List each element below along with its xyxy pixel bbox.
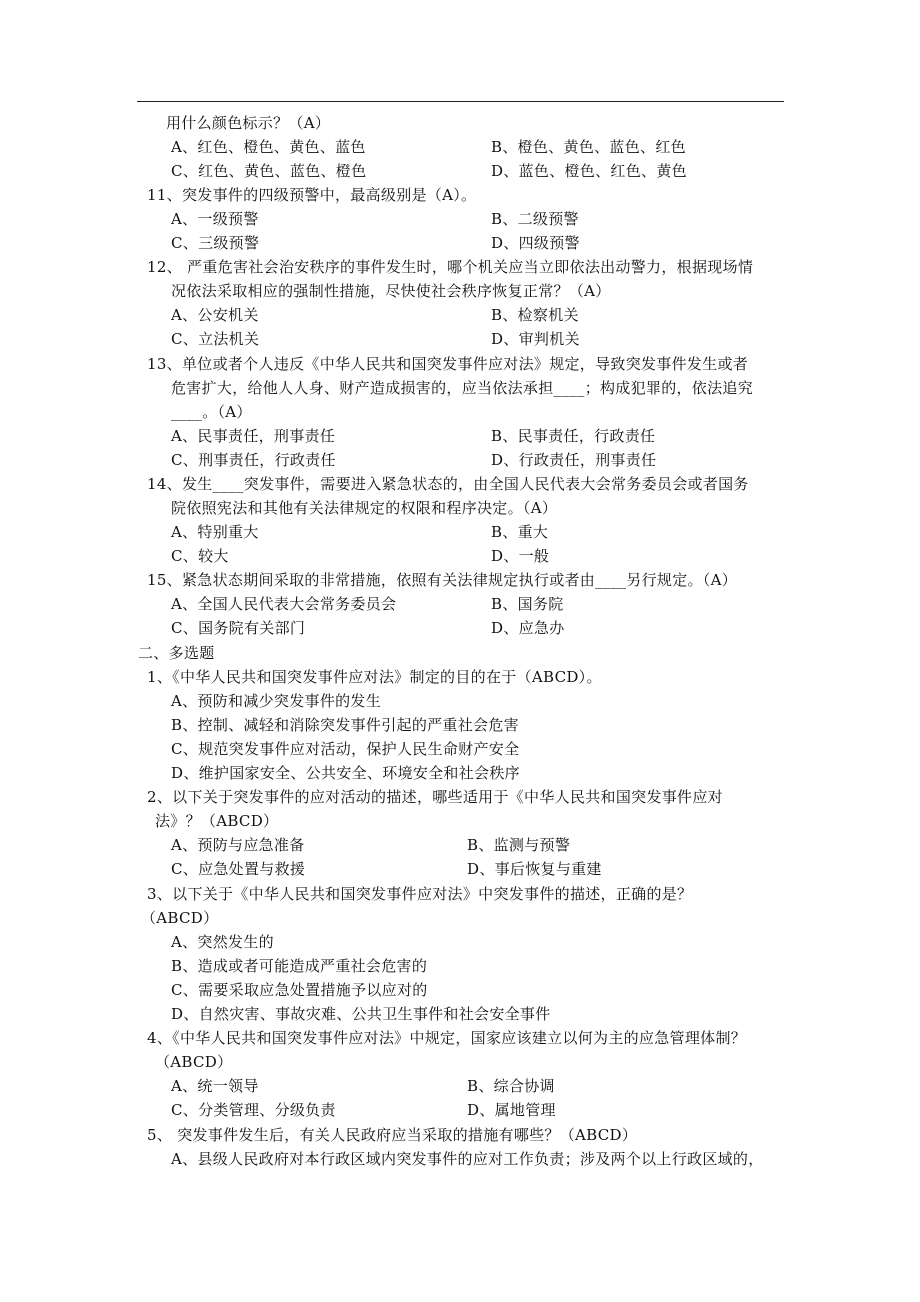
- option-b: B、二级预警: [491, 210, 579, 228]
- option-c: C、分类管理、分级负责: [171, 1101, 336, 1119]
- question-1: 1、《中华人民共和国突发事件应对法》制定的目的在于（ABCD）。: [147, 668, 602, 686]
- option-b: B、橙色、黄色、蓝色、红色: [491, 138, 686, 156]
- option-d: D、一般: [491, 547, 550, 565]
- option-d: D、事后恢复与重建: [467, 860, 602, 878]
- option-a: A、民事责任，刑事责任: [171, 427, 336, 445]
- option-d: D、行政责任，刑事责任: [491, 451, 657, 469]
- question-3: 3、以下关于《中华人民共和国突发事件应对法》中突发事件的描述，正确的是？: [147, 885, 693, 903]
- option-a: A、一级预警: [171, 210, 259, 228]
- option-c: C、红色、黄色、蓝色、橙色: [171, 162, 367, 180]
- option-c: C、三级预警: [171, 234, 260, 252]
- option-b: B、重大: [491, 523, 549, 541]
- option-b: B、造成或者可能造成严重社会危害的: [171, 957, 428, 975]
- question-2-cont: 法》？（ABCD）: [155, 812, 279, 830]
- text-line: 用什么颜色标示？（A）: [166, 114, 331, 132]
- option-c: C、立法机关: [171, 330, 260, 348]
- option-d: D、自然灾害、事故灾难、公共卫生事件和社会安全事件: [171, 1005, 551, 1023]
- question-4: 4、《中华人民共和国突发事件应对法》中规定，国家应该建立以何为主的应急管理体制？: [147, 1029, 747, 1047]
- option-d: D、四级预警: [491, 234, 580, 252]
- option-b: B、监测与预警: [467, 836, 571, 854]
- header-rule: [137, 101, 784, 102]
- option-d: D、属地管理: [467, 1101, 556, 1119]
- option-a: A、特别重大: [171, 523, 259, 541]
- question-13-cont: 危害扩大，给他人人身、财产造成损害的，应当依法承担____；构成犯罪的，依法追究: [171, 379, 754, 397]
- option-a: A、公安机关: [171, 306, 259, 324]
- option-b: B、检察机关: [491, 306, 579, 324]
- question-11: 11、突发事件的四级预警中，最高级别是（A）。: [147, 186, 477, 204]
- question-5: 5、 突发事件发生后，有关人民政府应当采取的措施有哪些？（ABCD）: [147, 1126, 638, 1144]
- option-a: A、县级人民政府对本行政区域内突发事件的应对工作负责；涉及两个以上行政区域的，: [171, 1150, 764, 1168]
- question-13: 13、单位或者个人违反《中华人民共和国突发事件应对法》规定，导致突发事件发生或者: [147, 355, 749, 373]
- option-a: A、红色、橙色、黄色、蓝色: [171, 138, 366, 156]
- option-a: A、预防和减少突发事件的发生: [171, 692, 382, 710]
- question-3-cont: （ABCD）: [141, 909, 219, 927]
- option-a: A、突然发生的: [171, 933, 274, 951]
- question-12-cont: 况依法采取相应的强制性措施，尽快使社会秩序恢复正常？（A）: [171, 282, 611, 300]
- option-d: D、维护国家安全、公共安全、环境安全和社会秩序: [171, 764, 520, 782]
- option-c: C、刑事责任，行政责任: [171, 451, 336, 469]
- question-14: 14、发生____突发事件，需要进入紧急状态的，由全国人民代表大会常务委员会或者国务: [147, 475, 749, 493]
- option-b: B、综合协调: [467, 1077, 555, 1095]
- option-d: D、应急办: [491, 619, 565, 637]
- option-c: C、应急处置与救援: [171, 860, 306, 878]
- option-d: D、蓝色、橙色、红色、黄色: [491, 162, 687, 180]
- option-a: A、预防与应急准备: [171, 836, 305, 854]
- question-12: 12、 严重危害社会治安秩序的事件发生时，哪个机关应当立即依法出动警力，根据现场情: [147, 258, 754, 276]
- option-b: B、民事责任，行政责任: [491, 427, 656, 445]
- option-a: A、全国人民代表大会常务委员会: [171, 595, 397, 613]
- option-c: C、规范突发事件应对活动，保护人民生命财产安全: [171, 740, 520, 758]
- option-c: C、需要采取应急处置措施予以应对的: [171, 981, 428, 999]
- option-a: A、统一领导: [171, 1077, 259, 1095]
- option-c: C、国务院有关部门: [171, 619, 306, 637]
- option-c: C、较大: [171, 547, 229, 565]
- question-2: 2、以下关于突发事件的应对活动的描述，哪些适用于《中华人民共和国突发事件应对: [147, 788, 723, 806]
- question-13-cont: ____。（A）: [171, 403, 252, 421]
- question-4-cont: （ABCD）: [155, 1053, 233, 1071]
- option-b: B、国务院: [491, 595, 564, 613]
- question-14-cont: 院依照宪法和其他有关法律规定的权限和程序决定。（A）: [171, 499, 558, 517]
- section-heading: 二、多选题: [138, 644, 215, 662]
- option-b: B、控制、减轻和消除突发事件引起的严重社会危害: [171, 716, 519, 734]
- question-15: 15、紧急状态期间采取的非常措施，依照有关法律规定执行或者由____另行规定。（A）: [147, 571, 738, 589]
- option-d: D、审判机关: [491, 330, 580, 348]
